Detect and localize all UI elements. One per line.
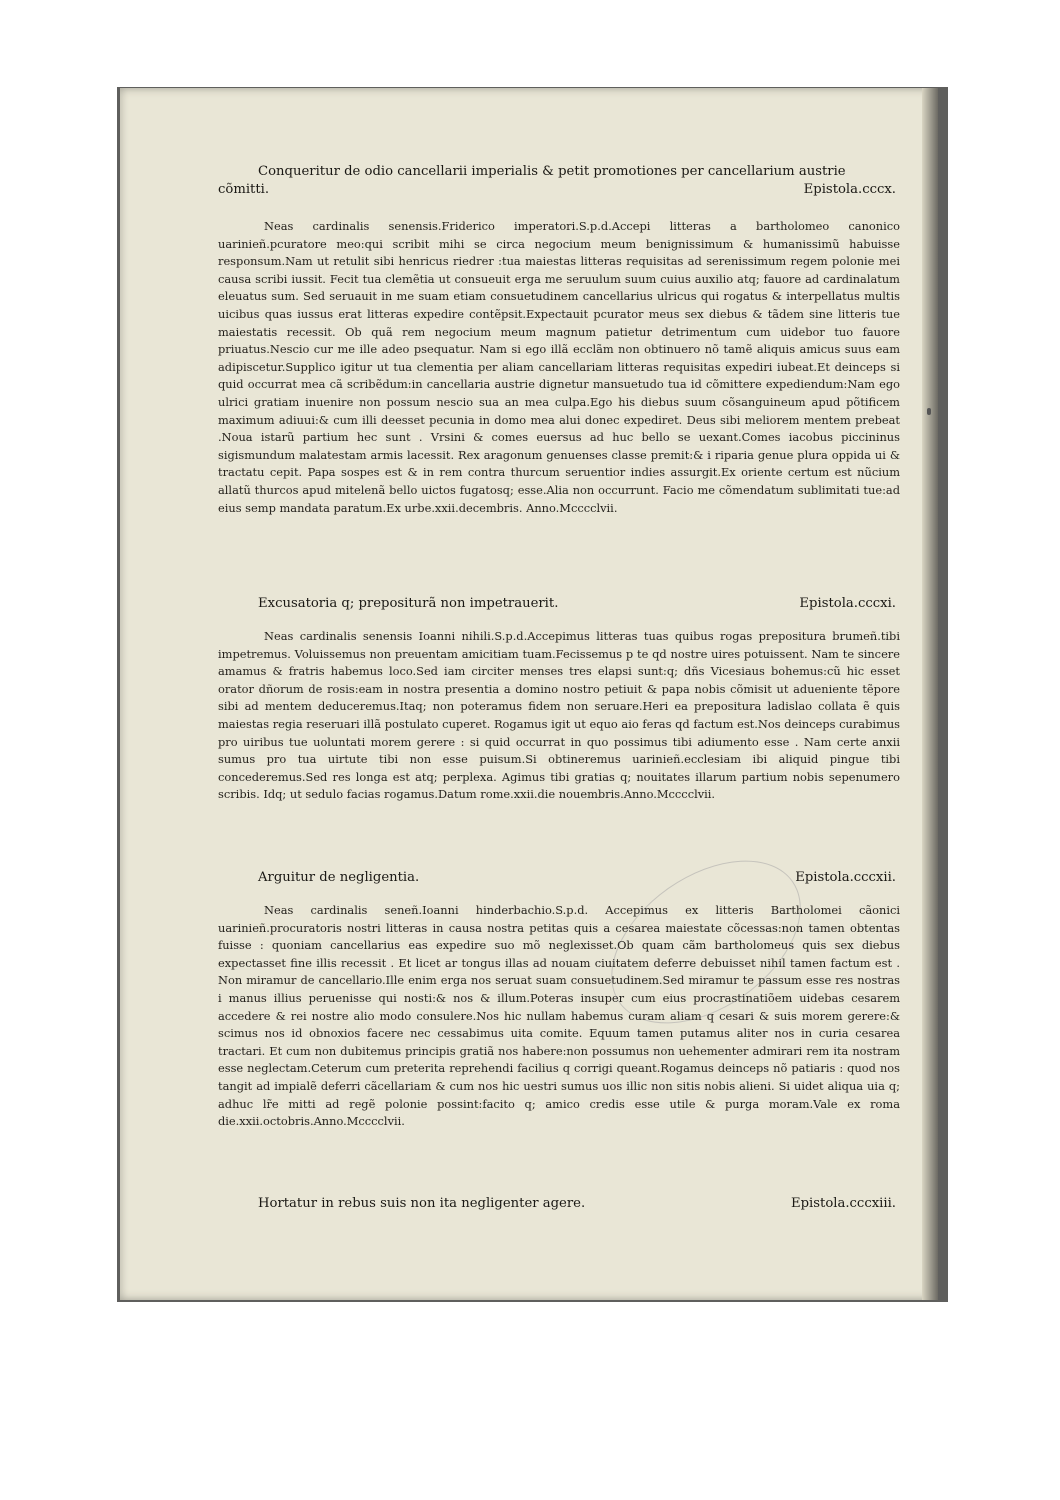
letter-body-cccx	[218, 218, 900, 517]
epistola-number: Epistola.cccxi.	[799, 596, 896, 611]
letter-heading-cccxiii	[218, 1192, 900, 1216]
letter-text: Neas cardinalis senensis.Friderico imperatori.S.p.d.Accepi litteras a bartholomeo canonico uarinieñ.pcuratore meo:qui scribit mihi se circa negocium meum benignissimum & humanissimũ habuisse responsum.Nam ut retulit sibi henricus riedrer :tua maiestas litteras requisitas ad serenissimum regem polonie mei causa scribi iussit. Fecit tua clemẽtia ut consueuit erga me seruulum suum cuius auxilio atq; fauore ad cardinalatum eleuatus sum. Sed seruauit in me suam etiam consuetudinem cancellarius ulricus qui rogatus & interpellatus multis uicibus quas iussus erat litteras expedire contẽpsit.Expectauit pcurator meus sex diebus & tãdem sine litteris tue maiestatis recessit. Ob quã rem negocium meum magnum patietur detrimentum cum uidebor tuo fauore priuatus.Nescio cur me ille adeo psequatur. Nam si ego illã ecclãm non obtinuero nõ tamẽ aliquis amicus suus eam adipiscetur.Supplico igitur ut tua clementia per aliam cancellariam litteras requisitas expediri iubeat.Et deinceps si quid occurrat mea cã scribẽdum:in cancellaria austrie dignetur mansuetudo tua id cõmittere expediendum:Nam ego ulrici gratiam inuenire non possum nescio sua an mea culpa.Ego his diebus suum cõsanguineum apud põtificem maximum adiuui:& cum illi deesset pecunia in domo mea alui donec expediret. Deus sibi meliorem mentem prebeat .Noua istarũ partium hec sunt . Vrsini & comes euersus ad huc bello se uexant.Comes iacobus piccininus sigismundum malatestam armis lacessit. Rex aragonum genuenses classe premit:& i riparia genue plura oppida ui & tractatu cepit. Papa sospes est & in rem contra thurcum seruentior indies assurgit.Ex oriente certum est nũcium allatũ thurcos apud mitelenã bello uictos fugatosq; esse.Alia non occurrunt. Facio me cõmendatum sublimitati tue:ad eius semp mandata paratum.Ex urbe.xxii.decembris. Anno.Mcccclvii.	[218, 219, 900, 515]
letter-heading-cccxi	[218, 592, 900, 616]
epistola-number: Epistola.cccxiii.	[790, 1196, 896, 1211]
letter-title: Arguitur de negligentia.	[258, 870, 420, 885]
letter-heading-cccxii	[218, 866, 900, 890]
letter-heading-cccx	[218, 160, 900, 200]
epistola-number: Epistola.cccx.	[803, 182, 896, 197]
ink-spot	[927, 408, 931, 415]
page-gutter-shadow	[922, 88, 938, 1300]
letter-title: Excusatoria q; prepositurã non impetrauerit.	[258, 596, 559, 611]
letter-title-continuation: cõmitti.	[218, 182, 270, 197]
epistola-number: Epistola.cccxii.	[795, 870, 896, 885]
letter-title: Hortatur in rebus suis non ita negligenter agere.	[258, 1196, 586, 1211]
letter-text: Neas cardinalis seneñ.Ioanni hinderbachio.S.p.d. Accepimus ex litteris Bartholomei cãonici uarinieñ.procuratoris nostri litteras in causa nostra petitas quis a cesarea maiestate cõcessas:non tamen obtentas fuisse : quoniam cancellarius eas expedire suo mõ neglexisset.Ob quam cãm bartholomeus quis sex diebus expectasset fine illis recessit . Et licet ar tongus illas ad nouam ciuitatem deferre debuisset nihil tamen factum est . Non miramur de cancellario.Ille enim erga nos seruat suam consuetudinem.Sed miramur te passum esse res nostras i manus illius peruenisse qui nosti:& nos & illum.Poteras insuper cum eius procrastinatiõem uidebas cesarem accedere & rei nostre alio modo consulere.Nos hic nullam habemus curam aliam q cesari & suis morem gerere:& scimus nos id obnoxios facere nec cessabimus uita comite. Equum tamen putamus aliter nos in curia cesarea tractari. Et cum non dubitemus principis gratiã nos habere:non possumus non uehementer admirari rem ita nostram esse neglectam.Ceterum cum preterita reprehendi facilius q corrigi queant.Rogamus deinceps nõ patiaris : quod nos tangit ad impialẽ deferri cãcellariam & cum nos hic uestri sumus uos illic non sitis nobis alieni. Si uidet aliqua uia q; adhuc lr̃e mitti ad regẽ polonie possint:facito q; amico credis esse utile & purga moram.Vale ex roma die.xxii.octobris.Anno.Mcccclvii.	[218, 903, 900, 1129]
letter-body-cccxi	[218, 628, 900, 804]
letter-text: Neas cardinalis senensis Ioanni nihili.S.p.d.Accepimus litteras tuas quibus rogas prepositura brumeñ.tibi impetremus. Voluissemus non preuentam amicitiam tuam.Fecissemus p te qd nostre uires potuissent. Nam te sincere amamus & fratris habemus loco.Sed iam circiter menses tres elapsi sunt:q; dñs Vicesiaus bohemus:cũ hic esset orator dñorum de rosis:eam in nostra presentia a domino nostro petiuit & papa nobis cõmisit ut adueniente tẽpore sibi ad mentem deduceremus.Itaq; non poteramus fidem non seruare.Heri ea prepositura ladislao collata ẽ quis maiestas regia reseruari illã postulato cuperet. Rogamus igit ut equo aio feras qd factum est.Nos deinceps curabimus pro uiribus tue uoluntati morem gerere : si quid occurrat in quo possimus tibi adiumento esse . Nam certe anxii sumus pro tua uirtute tibi non esse puisum.Si obtineremus uarinieñ.ecclesiam ibi aliquid pingue tibi concederemus.Sed res longa est atq; perplexa. Agimus tibi gratias q; nouitates illarum partium nobis sepenumero scribis. Idq; ut sedulo facias rogamus.Datum rome.xxii.die nouembris.Anno.Mcccclvii.	[218, 629, 900, 802]
letter-body-cccxii	[218, 902, 900, 1131]
letter-title: Conqueritur de odio cancellarii imperialis & petit promotiones per cancellarium austrie	[258, 164, 846, 179]
